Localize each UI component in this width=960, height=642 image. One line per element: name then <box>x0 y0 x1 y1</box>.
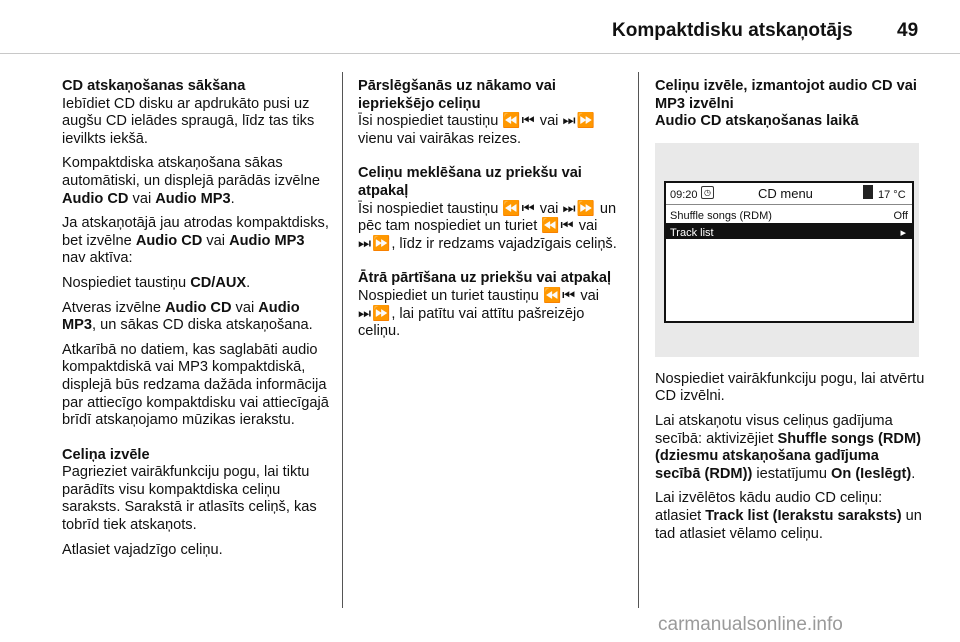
header-divider <box>0 53 960 54</box>
section-heading-fast-wind: Ātrā pārtīšana uz priekšu vai atpakaļ <box>358 270 612 287</box>
display-status-bar <box>666 183 912 203</box>
paragraph: Īsi nospiediet taustiņu ⏪⏮ vai ⏭⏩ un pēc tam nospiediet un turiet ⏪⏮ vai ⏭⏩, līdz ir redzams vajadzīgais celiņš. <box>358 200 617 252</box>
paragraph: Iebīdiet CD disku ar apdrukāto pusi uz augšu CD ielādes spraugā, līdz tas tiks ievilkts iekšā. <box>62 95 315 147</box>
paragraph: Lai izvēlētos kādu audio CD celiņu: atlasiet Track list (Ierakstu saraksts) un tad atlasiet vēlamo celiņu. <box>655 490 922 542</box>
menu-item-label: Track list <box>670 226 714 239</box>
forward-icon: ⏭⏩ <box>358 235 392 252</box>
column-3 <box>655 78 925 550</box>
section-heading-search: Celiņu meklēšana uz priekšu vai atpakaļ <box>358 165 582 199</box>
rewind-icon: ⏪⏮ <box>541 218 575 235</box>
page-number: 49 <box>897 20 919 41</box>
section-heading-menu-select: Celiņu izvēle, izmantojot audio CD vai MP3 izvēlni <box>655 78 917 112</box>
paragraph: Atkarībā no datiem, kas saglabāti audio kompaktdiskā vai MP3 kompaktdiskā, displejā būs redzama dažāda informācija par attiecīgo kompaktdisku vai attiecīgajā brīdī atskaņojamo mūzikas ierakstu. <box>62 341 329 429</box>
paragraph: Pagrieziet vairākfunkciju pogu, lai tiktu parādīts visu kompaktdiska celiņu saraksts. Sarakstā ir atlasīts celiņš, kas tobrīd tiek atskaņots. <box>62 464 317 534</box>
paragraph: Īsi nospiediet taustiņu ⏪⏮ vai ⏭⏩ vienu vai vairākas reizes. <box>358 113 596 147</box>
rewind-icon: ⏪⏮ <box>502 113 536 130</box>
chevron-right-icon: ▸ <box>900 226 906 239</box>
paragraph: Lai atskaņotu visus celiņus gadījuma secībā: aktivizējiet Shuffle songs (RDM) (dziesmu atskaņošana gadījuma secībā (RDM)) iestatījumu On (Ieslēgt). <box>655 412 921 482</box>
page-title: Kompaktdisku atskaņotājs <box>612 20 853 41</box>
paragraph: Nospiediet taustiņu CD/AUX. <box>62 274 251 291</box>
forward-icon: ⏭⏩ <box>358 305 392 322</box>
paragraph: Nospiediet vairākfunkciju pogu, lai atvērtu CD izvēlni. <box>655 370 925 405</box>
column-2 <box>358 78 626 348</box>
section-heading-next-prev: Pārslēgšanās uz nākamo vai iepriekšējo celiņu <box>358 78 556 112</box>
paragraph: Ja atskaņotājā jau atrodas kompaktdisks, bet izvēlne Audio CD vai Audio MP3 nav aktīva: <box>62 215 329 267</box>
menu-item-label: Shuffle songs (RDM) <box>670 209 772 222</box>
display-frame <box>664 181 914 323</box>
column-divider-2 <box>638 72 639 608</box>
cd-menu-screenshot <box>655 143 919 357</box>
rewind-icon: ⏪⏮ <box>502 200 536 217</box>
column-divider-1 <box>342 72 343 608</box>
display-divider <box>666 204 912 205</box>
phone-icon <box>863 185 873 199</box>
page-header <box>0 0 960 52</box>
rewind-icon: ⏪⏮ <box>542 287 577 304</box>
section-heading-track-select: Celiņa izvēle <box>62 446 150 463</box>
display-time: 09:20 <box>670 188 698 201</box>
forward-icon: ⏭⏩ <box>562 200 596 217</box>
column-1 <box>62 78 330 566</box>
display-temperature: 17 °C <box>878 188 906 201</box>
forward-icon: ⏭⏩ <box>562 113 596 130</box>
section-subheading-audio-cd: Audio CD atskaņošanas laikā <box>655 113 859 130</box>
paragraph: Nospiediet un turiet taustiņu ⏪⏮ vai ⏭⏩, lai patītu vai attītu pašreizējo celiņu. <box>358 287 599 340</box>
paragraph: Atveras izvēlne Audio CD vai Audio MP3, un sākas CD diska atskaņošana. <box>62 299 313 334</box>
watermark: carmanualsonline.info <box>658 614 843 635</box>
paragraph: Atlasiet vajadzīgo celiņu. <box>62 541 223 558</box>
display-menu-title: CD menu <box>758 185 813 201</box>
section-heading-cd-start: CD atskaņošanas sākšana <box>62 78 246 94</box>
menu-item-value: Off <box>893 209 908 222</box>
clock-icon: ◷ <box>701 186 714 199</box>
paragraph: Kompaktdiska atskaņošana sākas automātiski, un displejā parādās izvēlne Audio CD vai Audio MP3. <box>62 155 320 207</box>
menu-item-track-list <box>666 223 912 239</box>
